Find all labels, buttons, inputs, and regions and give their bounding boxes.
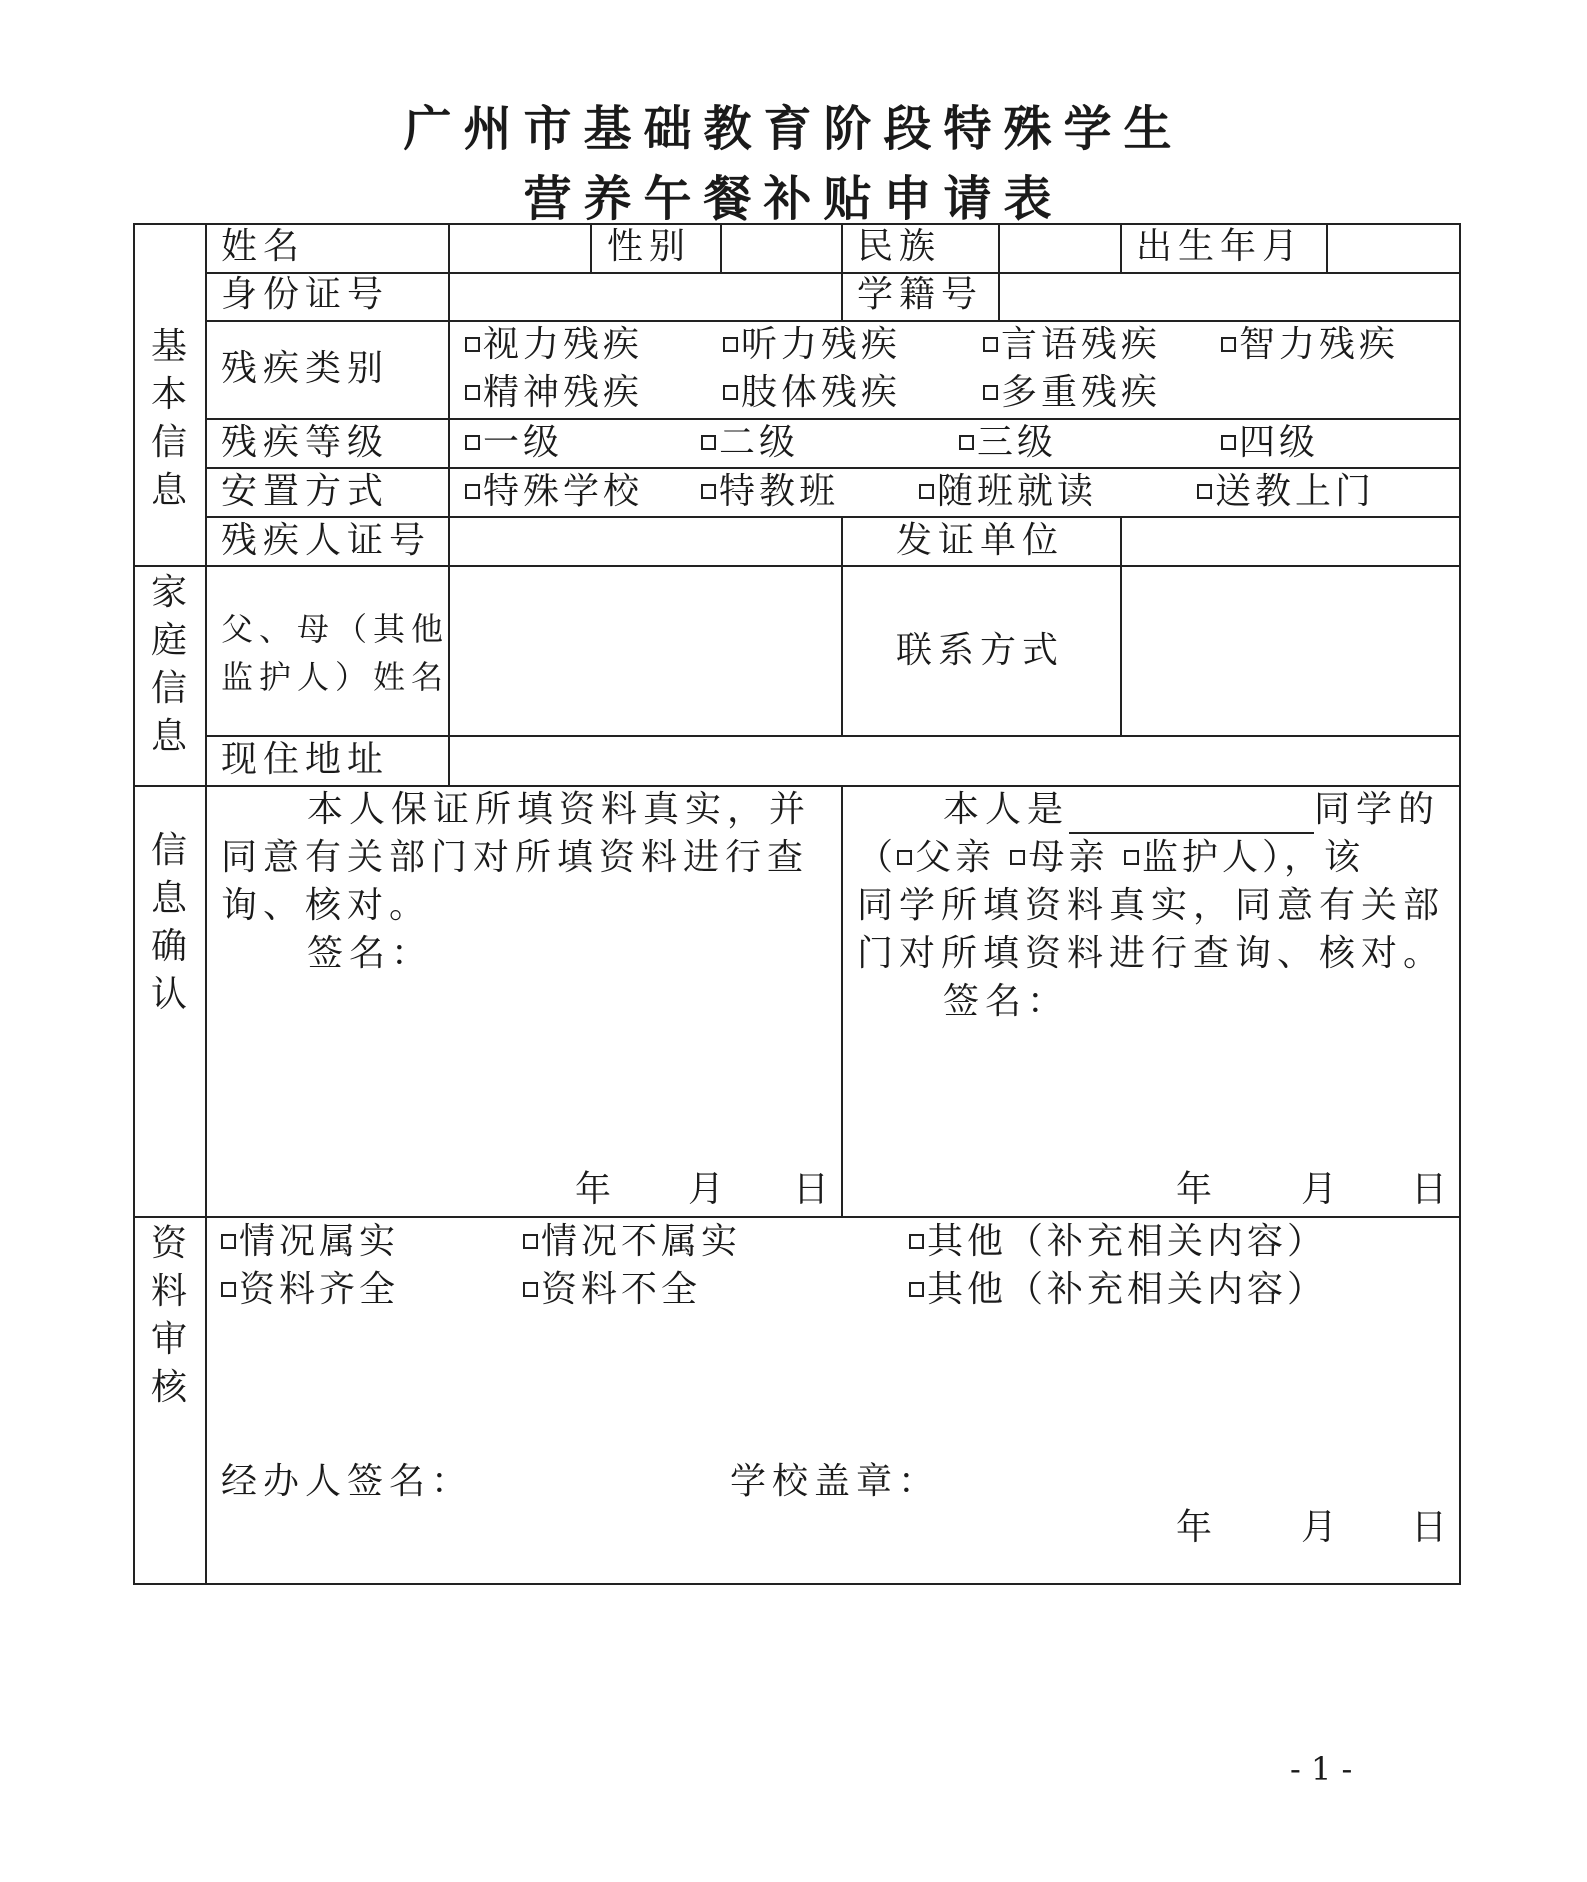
col-divider xyxy=(1120,516,1122,735)
col-divider xyxy=(841,223,843,320)
label-disability-level: 残疾等级 xyxy=(221,422,390,463)
label-gender: 性别 xyxy=(607,226,692,267)
guardian-confirm-line2: （ 父亲 母亲 监护人），该 xyxy=(857,837,1364,878)
col-divider xyxy=(841,785,843,1216)
label-ethnicity: 民族 xyxy=(857,226,942,267)
checkbox[interactable] xyxy=(723,385,738,400)
col-divider xyxy=(590,223,592,272)
option-level-4[interactable]: 四级 xyxy=(1221,419,1319,467)
label-guardian-line2: 监护人）姓名 xyxy=(221,658,450,696)
option-level-1[interactable]: 一级 xyxy=(465,419,563,467)
review-complete[interactable]: 资料齐全 xyxy=(221,1266,399,1314)
application-form xyxy=(133,223,1459,1583)
option-mental[interactable]: 精神残疾 xyxy=(465,369,643,417)
guardian-confirm-line1: 本人是 同学的 xyxy=(943,786,1440,834)
checkbox[interactable] xyxy=(723,337,738,352)
option-physical[interactable]: 肢体残疾 xyxy=(723,369,901,417)
section-label-confirm: 信 息 确 认 xyxy=(150,830,187,1015)
section-column-divider xyxy=(205,223,207,1583)
label-issuer: 发证单位 xyxy=(896,520,1065,561)
checkbox[interactable] xyxy=(983,337,998,352)
label-id-number: 身份证号 xyxy=(221,274,390,315)
guardian-confirm-line3: 同学所填资料真实，同意有关部 xyxy=(857,885,1446,926)
option-level-2[interactable]: 二级 xyxy=(701,419,799,467)
checkbox[interactable] xyxy=(701,484,716,499)
option-speech[interactable]: 言语残疾 xyxy=(983,321,1161,369)
label-disability-type: 残疾类别 xyxy=(221,348,390,389)
option-hearing[interactable]: 听力残疾 xyxy=(723,321,901,369)
option-multiple[interactable]: 多重残疾 xyxy=(983,369,1161,417)
checkbox[interactable] xyxy=(523,1234,538,1249)
row-divider xyxy=(205,272,1459,274)
checkbox-father[interactable] xyxy=(897,850,912,865)
checkbox[interactable] xyxy=(221,1282,236,1297)
school-stamp-label: 学校盖章： xyxy=(730,1461,941,1502)
checkbox[interactable] xyxy=(1197,484,1212,499)
student-confirm-line3: 询、核对。 xyxy=(221,885,432,926)
border-bottom xyxy=(133,1583,1459,1585)
checkbox[interactable] xyxy=(465,435,480,450)
label-birth: 出生年月 xyxy=(1136,226,1305,267)
section-label-review: 资 料 审 核 xyxy=(150,1223,187,1408)
guardian-confirm-line4: 门对所填资料进行查询、核对。 xyxy=(857,933,1446,974)
student-confirm-line2: 同意有关部门对所填资料进行查 xyxy=(221,837,810,878)
checkbox[interactable] xyxy=(701,435,716,450)
form-title-line2: 营养午餐补贴申请表 xyxy=(523,171,1064,227)
option-intellectual[interactable]: 智力残疾 xyxy=(1221,321,1399,369)
checkbox[interactable] xyxy=(465,385,480,400)
row-divider xyxy=(205,735,1459,737)
checkbox[interactable] xyxy=(465,484,480,499)
checkbox[interactable] xyxy=(523,1282,538,1297)
review-other-2[interactable]: 其他（补充相关内容） xyxy=(909,1266,1327,1314)
review-date-day: 日 xyxy=(1411,1507,1448,1548)
review-other-1[interactable]: 其他（补充相关内容） xyxy=(909,1218,1327,1266)
checkbox-mother[interactable] xyxy=(1010,850,1025,865)
checkbox[interactable] xyxy=(1221,337,1236,352)
border-right xyxy=(1459,223,1461,1585)
student-sign-label: 签名： xyxy=(307,933,434,974)
student-date-year: 年 xyxy=(575,1169,612,1210)
checkbox[interactable] xyxy=(983,385,998,400)
option-inclusive[interactable]: 随班就读 xyxy=(919,468,1097,516)
guardian-sign-label: 签名： xyxy=(943,981,1070,1022)
label-placement: 安置方式 xyxy=(221,471,390,512)
review-date-year: 年 xyxy=(1176,1507,1213,1548)
border-left xyxy=(133,223,135,1583)
option-visual[interactable]: 视力残疾 xyxy=(465,321,643,369)
student-confirm-line1: 本人保证所填资料真实，并 xyxy=(307,789,812,830)
col-divider xyxy=(1326,223,1328,272)
checkbox[interactable] xyxy=(919,484,934,499)
label-student-number: 学籍号 xyxy=(857,274,984,315)
label-contact: 联系方式 xyxy=(896,630,1065,671)
review-incomplete[interactable]: 资料不全 xyxy=(523,1266,701,1314)
col-divider xyxy=(998,223,1000,320)
checkbox[interactable] xyxy=(221,1234,236,1249)
col-divider xyxy=(448,320,450,516)
option-level-3[interactable]: 三级 xyxy=(959,419,1057,467)
review-accurate[interactable]: 情况属实 xyxy=(221,1218,399,1266)
checkbox[interactable] xyxy=(1221,435,1236,450)
option-special-school[interactable]: 特殊学校 xyxy=(465,468,643,516)
guardian-date-month: 月 xyxy=(1301,1169,1338,1210)
handler-sign-label: 经办人签名： xyxy=(221,1461,474,1502)
guardian-date-year: 年 xyxy=(1176,1169,1213,1210)
option-special-class[interactable]: 特教班 xyxy=(701,468,839,516)
page-number: - 1 - xyxy=(1290,1750,1353,1788)
label-guardian-line1: 父、母（其他 xyxy=(221,610,450,648)
col-divider xyxy=(448,223,450,320)
review-date-month: 月 xyxy=(1301,1507,1338,1548)
section-divider xyxy=(133,565,1459,567)
student-date-month: 月 xyxy=(688,1169,725,1210)
form-title-line1: 广州市基础教育阶段特殊学生 xyxy=(403,101,1184,157)
label-address: 现住地址 xyxy=(221,739,390,780)
checkbox[interactable] xyxy=(909,1282,924,1297)
review-inaccurate[interactable]: 情况不属实 xyxy=(523,1218,741,1266)
col-divider xyxy=(720,223,722,272)
student-name-blank[interactable] xyxy=(1069,792,1314,834)
checkbox[interactable] xyxy=(959,435,974,450)
section-label-basic: 基 本 信 息 xyxy=(150,326,187,511)
guardian-date-day: 日 xyxy=(1411,1169,1448,1210)
checkbox[interactable] xyxy=(465,337,480,352)
col-divider xyxy=(1120,223,1122,272)
section-label-family: 家 庭 信 息 xyxy=(150,572,187,757)
label-disability-cert: 残疾人证号 xyxy=(221,520,432,561)
checkbox-guardian[interactable] xyxy=(1124,850,1139,865)
checkbox[interactable] xyxy=(909,1234,924,1249)
label-name: 姓名 xyxy=(221,226,306,267)
col-divider xyxy=(841,516,843,735)
student-date-day: 日 xyxy=(793,1169,830,1210)
option-home-teaching[interactable]: 送教上门 xyxy=(1197,468,1375,516)
